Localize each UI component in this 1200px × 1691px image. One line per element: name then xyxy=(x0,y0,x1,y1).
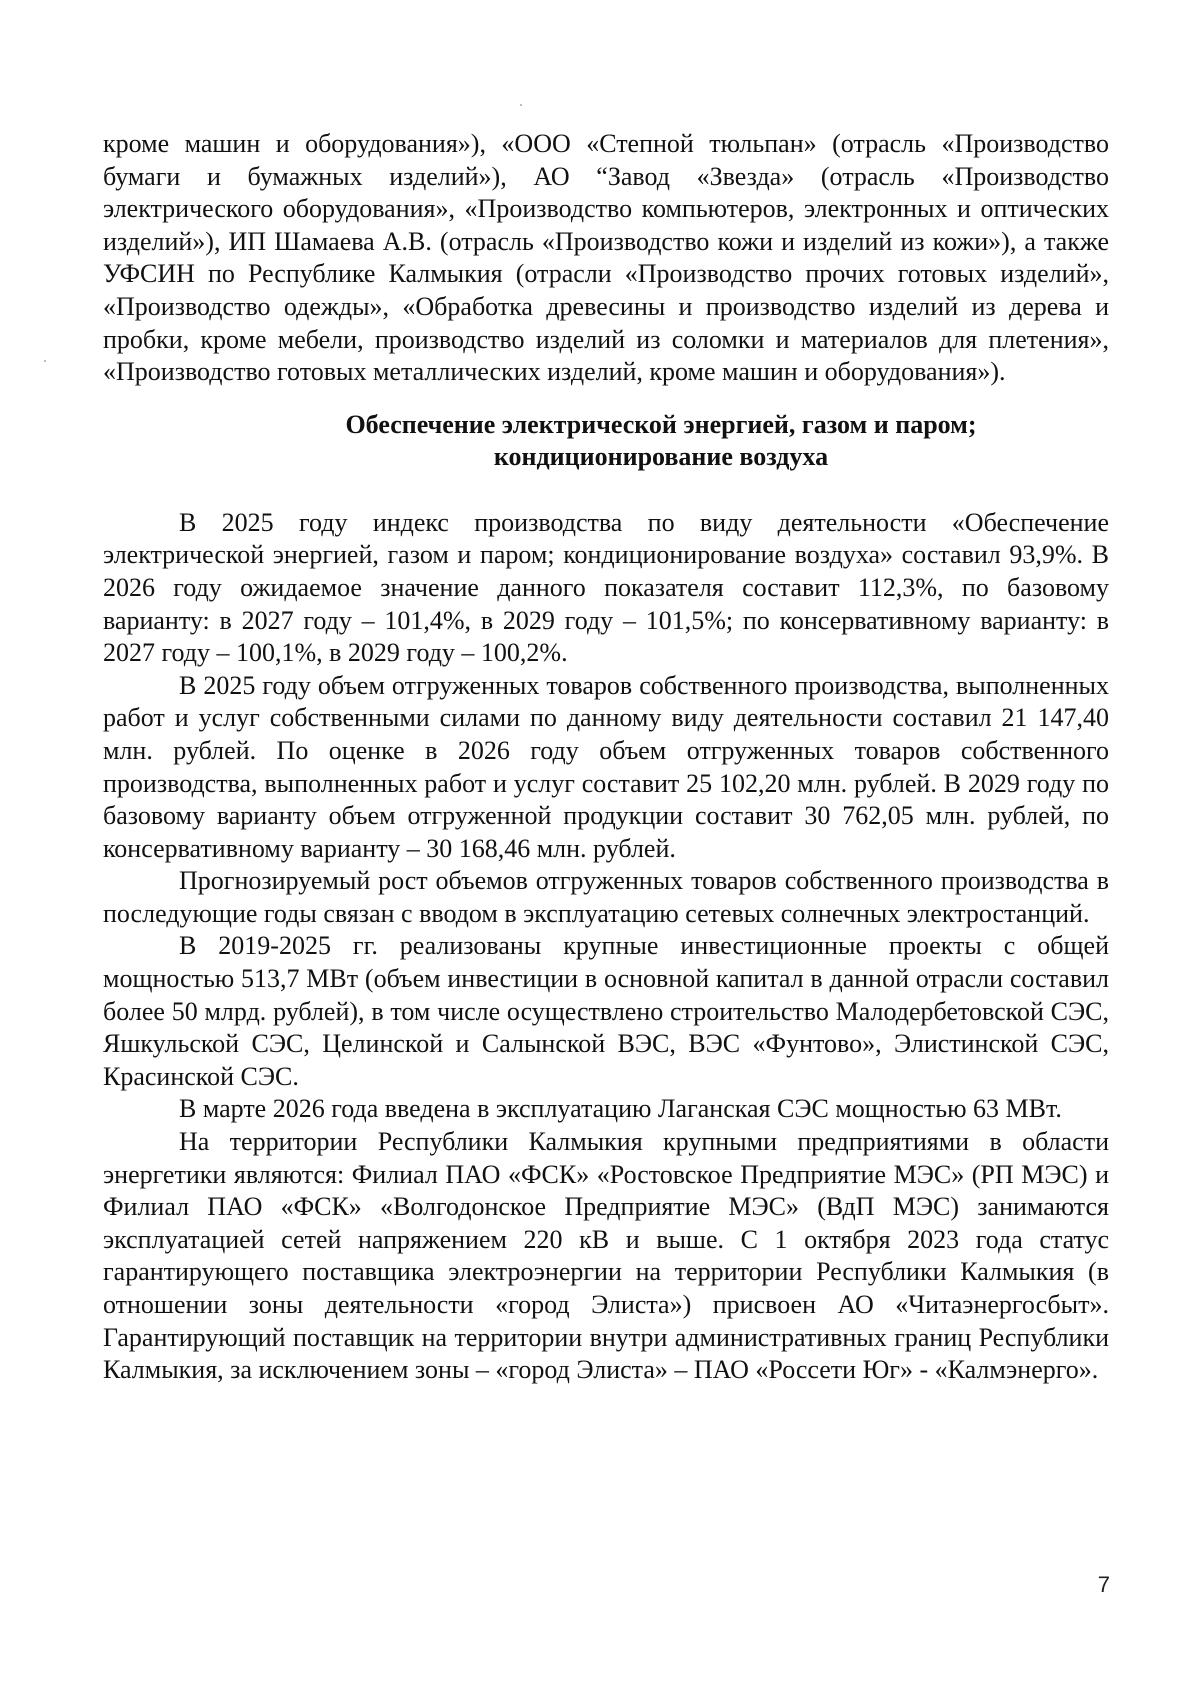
paragraph-investment-projects: В 2019-2025 гг. реализованы крупные инвестиционные проекты с общей мощностью 513,7 МВт (объем инвестиции в основной капитал в данной отрасли составил более 50 млрд. рублей), в том числе осуществлено строительство Малодербетовской СЭС, Яшкульской СЭС, Целинской и Салынской ВЭС, ВЭС «Фунтово», Элистинской СЭС, Красинской СЭС. xyxy=(103,931,1109,1091)
section-heading xyxy=(103,409,1109,473)
paragraph-energy-companies: На территории Республики Калмыкия крупными предприятиями в области энергетики являются: Филиал ПАО «ФСК» «Ростовское Предприятие МЭС» (РП МЭС) и Филиал ПАО «ФСК» «Волгодонское Предприятие МЭС» (ВдП МЭС) занимаются эксплуатацией сетей напряжением 220 кВ и выше. С 1 октября 2023 года статус гарантирующего поставщика электроэнергии на территории Республики Калмыкия (в отношении зоны деятельности «город Элиста») присвоен АО «Читаэнергосбыт». Гарантирующий поставщик на территории внутри административных границ Республики Калмыкия, за исключением зоны – «город Элиста» – ПАО «Россети Юг» - «Калмэнерго». xyxy=(103,1127,1109,1385)
section-heading-line-1: Обеспечение электрической энергией, газом и паром; xyxy=(345,409,977,439)
section-heading-line-2: кондиционирование воздуха xyxy=(493,441,829,471)
scan-artifact xyxy=(520,104,522,106)
page-number: 7 xyxy=(1097,1572,1110,1597)
intro-paragraph: кроме машин и оборудования»), «ООО «Степной тюльпан» (отрасль «Производство бумаги и бумажных изделий»), АО “Завод «Звезда» (отрасль «Производство электрического оборудования», «Производство компьютеров, электронных и оптических изделий»), ИП Шамаева А.В. (отрасль «Производство кожи и изделий из кожи»), а также УФСИН по Республике Калмыкия (отрасли «Производство прочих готовых изделий», «Производство одежды», «Обработка древесины и производство изделий из дерева и пробки, кроме мебели, производство изделий из соломки и материалов для плетения», «Производство готовых металлических изделий, кроме машин и оборудования»). xyxy=(103,129,1109,387)
document-body xyxy=(103,128,1109,1387)
paragraph-production-index: В 2025 году индекс производства по виду деятельности «Обеспечение электрической энергией, газом и паром; кондиционирование воздуха» составил 93,9%. В 2026 году ожидаемое значение данного показателя составит 112,3%, по базовому варианту: в 2027 году – 101,4%, в 2029 году – 101,5%; по консервативному варианту: в 2027 году – 100,1%, в 2029 году – 100,2%. xyxy=(103,507,1109,668)
scan-artifact xyxy=(44,360,46,362)
paragraph-shipment-volume: В 2025 году объем отгруженных товаров собственного производства, выполненных работ и услуг собственными силами по данному виду деятельности составил 21 147,40 млн. рублей. По оценке в 2026 году объем отгруженных товаров собственного производства, выполненных работ и услуг составит 25 102,20 млн. рублей. В 2029 году по базовому варианту объем отгруженной продукции составит 30 762,05 млн. рублей, по консервативному варианту – 30 168,46 млн. рублей. xyxy=(103,670,1109,863)
paragraph-lagan-ses: В марте 2026 года введена в эксплуатацию Лаганская СЭС мощностью 63 МВт. xyxy=(179,1094,1062,1124)
paragraph-growth-forecast: Прогнозируемый рост объемов отгруженных товаров собственного производства в последующие годы связан с вводом в эксплуатацию сетевых солнечных электростанций. xyxy=(103,866,1109,928)
